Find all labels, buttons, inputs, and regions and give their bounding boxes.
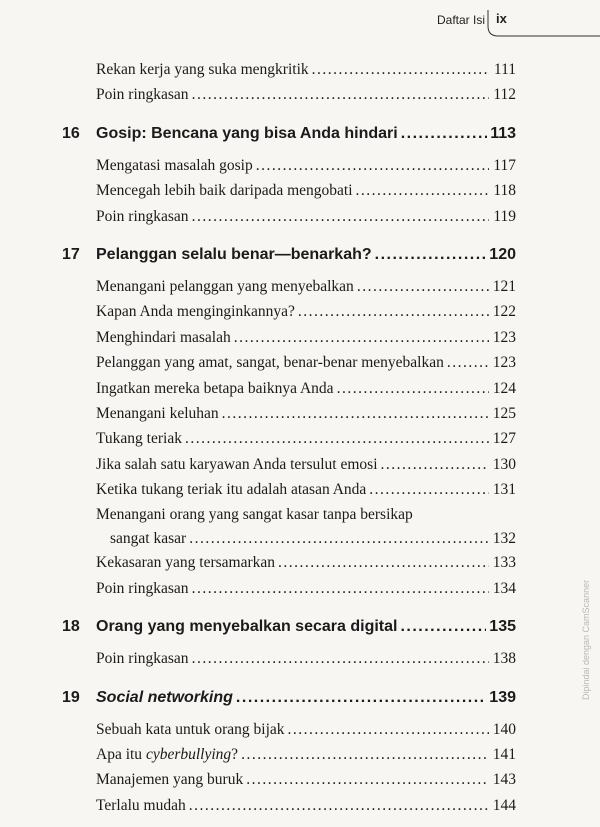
toc-entry — [96, 794, 516, 819]
entry-page: 123 — [492, 354, 516, 372]
entry-title: Kekasaran yang tersamarkan — [96, 554, 276, 572]
page-header — [0, 0, 600, 42]
page-number: ix — [496, 11, 507, 26]
entry-title: Kapan Anda menginginkannya? — [96, 303, 295, 321]
dot-leader — [222, 405, 489, 423]
dot-leader — [192, 650, 489, 668]
entry-title: Menangani pelanggan yang menyebalkan — [96, 277, 354, 295]
toc-entry — [96, 402, 516, 427]
entry-title: Poin ringkasan — [96, 650, 189, 668]
entry-page: 134 — [492, 579, 516, 597]
toc-entry — [96, 205, 516, 230]
entry-page: 112 — [493, 86, 516, 104]
toc-chapter — [0, 120, 600, 154]
entry-page: 125 — [492, 404, 516, 422]
dot-leader — [234, 329, 489, 347]
toc-entry — [96, 58, 516, 83]
dot-leader — [400, 618, 486, 636]
entry-title: Ketika tukang teriak itu adalah atasan Anda — [96, 481, 367, 499]
dot-leader — [401, 125, 488, 143]
dot-leader — [192, 208, 489, 226]
chapter-page: 120 — [489, 245, 516, 263]
entry-title: Manajemen yang buruk — [96, 771, 244, 789]
entry-title — [96, 746, 238, 764]
toc-entry — [96, 351, 516, 376]
running-title: Daftar Isi — [436, 13, 485, 27]
toc-entry — [96, 743, 516, 768]
dot-leader — [189, 530, 489, 548]
toc-entry — [96, 377, 516, 402]
dot-leader — [447, 354, 489, 372]
entry-page: 131 — [492, 481, 516, 499]
entry-page: 122 — [492, 303, 516, 321]
entry-page: 143 — [492, 771, 516, 789]
entry-title: Sebuah kata untuk orang bijak — [96, 720, 285, 738]
entry-page: 144 — [492, 796, 516, 814]
toc-entry — [96, 478, 516, 503]
entry-title-after: ? — [231, 746, 239, 764]
entry-page: 111 — [493, 61, 516, 78]
dot-leader — [185, 430, 489, 448]
entry-page: 124 — [492, 379, 516, 397]
dot-leader — [246, 771, 489, 789]
entry-page: 127 — [492, 430, 516, 448]
entry-page: 133 — [492, 554, 516, 572]
toc-entry — [96, 551, 516, 576]
toc-entry — [96, 718, 516, 743]
chapter-title: Gosip: Bencana yang bisa Anda hindari — [96, 124, 398, 142]
toc-entry — [96, 453, 516, 478]
entry-title: Poin ringkasan — [96, 86, 189, 104]
toc-entry — [96, 647, 516, 672]
dot-leader — [241, 746, 489, 764]
toc-entry — [96, 179, 516, 204]
chapter-page: 113 — [490, 124, 516, 142]
toc-entry — [96, 768, 516, 793]
dot-leader — [381, 456, 489, 474]
entry-title-line1: Menangani orang yang sangat kasar tanpa bersikap — [96, 506, 413, 524]
dot-leader — [298, 303, 489, 321]
entry-title: Menghindari masalah — [96, 328, 231, 346]
toc-entry — [96, 326, 516, 351]
entry-title: Tukang teriak — [96, 430, 182, 448]
dot-leader — [312, 61, 489, 79]
entry-page: 138 — [492, 650, 516, 668]
toc-entry — [96, 154, 516, 179]
entry-title-italic: cyberbullying — [145, 746, 232, 764]
entry-page: 132 — [492, 530, 516, 548]
entry-page: 117 — [493, 156, 516, 174]
entry-page: 130 — [492, 455, 516, 473]
entry-page: 140 — [492, 720, 516, 738]
chapter-number: 19 — [62, 688, 80, 706]
toc-entry — [96, 503, 516, 551]
entry-title-line2: sangat kasar — [110, 530, 187, 548]
dot-leader — [288, 721, 489, 739]
dot-leader — [278, 554, 489, 572]
dot-leader — [192, 580, 489, 598]
chapter-number: 17 — [62, 245, 80, 263]
entry-title: Terlalu mudah — [96, 796, 186, 814]
chapter-title: Orang yang menyebalkan secara digital — [96, 618, 398, 636]
toc-entry — [96, 83, 516, 108]
toc-entry — [96, 427, 516, 452]
dot-leader — [192, 86, 489, 104]
toc-entry — [96, 300, 516, 325]
dot-leader — [375, 246, 487, 264]
toc-chapter — [0, 613, 600, 647]
chapter-title: Pelanggan selalu benar—benarkah? — [96, 245, 372, 263]
table-of-contents — [0, 58, 600, 819]
entry-title: Pelanggan yang amat, sangat, benar-benar menyebalkan — [96, 354, 444, 372]
toc-chapter — [0, 241, 600, 275]
chapter-number: 16 — [62, 124, 80, 142]
entry-page: 141 — [492, 746, 516, 764]
dot-leader — [189, 797, 489, 815]
dot-leader — [236, 689, 486, 707]
chapter-title: Social networking — [96, 688, 233, 706]
chapter-page: 135 — [489, 618, 516, 636]
dot-leader — [356, 182, 489, 200]
entry-title: Mencegah lebih baik daripada mengobati — [96, 182, 353, 200]
dot-leader — [337, 380, 489, 398]
entry-title: Jika salah satu karyawan Anda tersulut emosi — [96, 455, 378, 473]
entry-title: Ingatkan mereka betapa baiknya Anda — [96, 379, 334, 397]
toc-entry — [96, 577, 516, 602]
dot-leader — [357, 278, 489, 296]
chapter-number: 18 — [62, 618, 80, 636]
dot-leader — [369, 481, 489, 499]
dot-leader — [256, 157, 489, 175]
entry-page: 118 — [493, 182, 516, 200]
toc-chapter — [0, 684, 600, 718]
entry-title: Poin ringkasan — [96, 207, 189, 225]
toc-entry — [96, 275, 516, 300]
entry-title: Rekan kerja yang suka mengkritik — [96, 61, 309, 78]
entry-page: 119 — [493, 207, 516, 225]
entry-page: 121 — [492, 277, 516, 295]
entry-title: Mengatasi masalah gosip — [96, 156, 253, 174]
entry-title: Poin ringkasan — [96, 579, 189, 597]
entry-page: 123 — [492, 328, 516, 346]
scanner-watermark: Dipindai dengan CamScanner — [581, 579, 591, 700]
header-rule — [0, 0, 600, 42]
chapter-page: 139 — [489, 688, 516, 706]
entry-title: Menangani keluhan — [96, 404, 219, 422]
entry-title-plain: Apa itu — [96, 746, 146, 764]
